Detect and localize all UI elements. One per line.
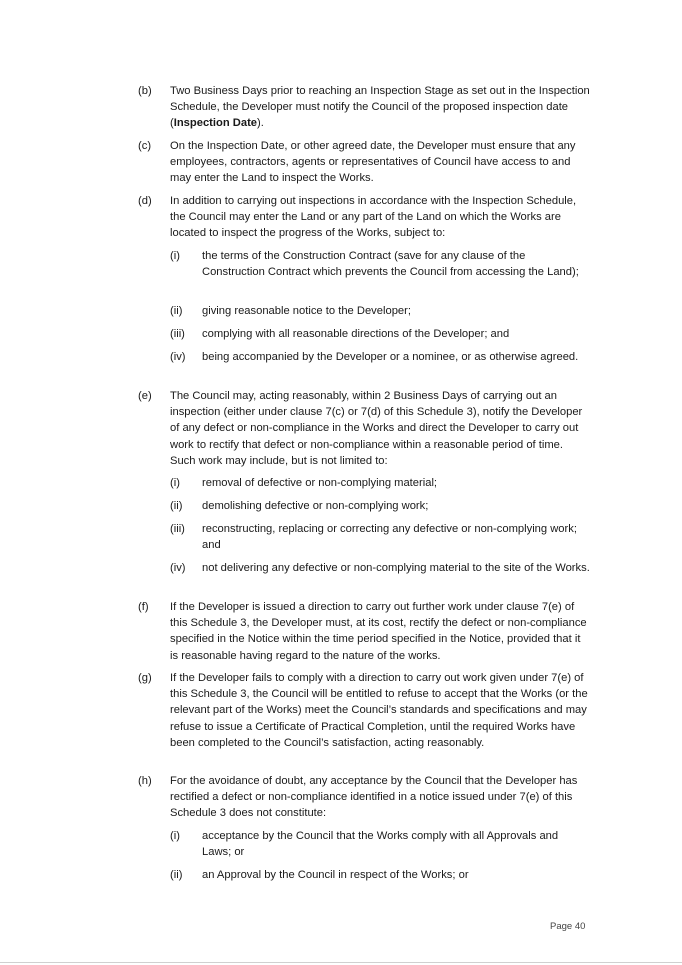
page-bottom-divider: [0, 962, 682, 963]
subclause-label: (i): [170, 250, 180, 262]
clause-g: [138, 670, 590, 751]
clause-f: [138, 599, 590, 664]
subclause-label: (iii): [170, 328, 185, 340]
subclause-label: (i): [170, 477, 180, 489]
clause-c: [138, 138, 590, 187]
clause-label: (h): [138, 775, 152, 787]
subclause-text: giving reasonable notice to the Developer;: [202, 305, 411, 317]
clause-label: (f): [138, 601, 149, 613]
subclause-label: (ii): [170, 305, 183, 317]
clause-label: (d): [138, 195, 152, 207]
subclause-label: (ii): [170, 869, 183, 881]
subclause-label: (ii): [170, 500, 183, 512]
subclause-text: complying with all reasonable directions of the Developer; and: [202, 328, 510, 340]
clause-text: In addition to carrying out inspections in accordance with the Inspection Schedule, the Council may enter the Land or any part of the Land on which the Works are located to inspect the progress of the Works, subject to:: [170, 195, 577, 240]
subclause-label: (iv): [170, 351, 186, 363]
subclause-d-ii: [170, 303, 590, 319]
clause-label: (e): [138, 390, 152, 402]
subclause-e-iii: [170, 521, 590, 553]
subclause-h-ii: [170, 867, 590, 883]
clause-text-part: Two Business Days prior to reaching an Inspection Stage as set out in the Inspection Schedule, the Developer must notify the Council of the proposed inspection date (: [170, 85, 590, 130]
clause-label: (c): [138, 140, 152, 152]
subclause-d-iii: [170, 326, 590, 342]
subclause-label: (iii): [170, 523, 185, 535]
subclause-text: demolishing defective or non-complying work;: [202, 500, 429, 512]
clause-d: [138, 193, 590, 242]
clause-e: [138, 388, 590, 469]
subclause-label: (i): [170, 830, 180, 842]
clause-text: For the avoidance of doubt, any acceptance by the Council that the Developer has rectified a defect or non-compliance identified in a notice issued under 7(e) of this Schedule 3 does not constitute:: [170, 775, 578, 820]
clause-text-part: ).: [257, 117, 264, 130]
defined-term: Inspection Date: [173, 117, 258, 130]
clause-label: (b): [138, 85, 152, 97]
subclause-text: an Approval by the Council in respect of the Works; or: [202, 869, 469, 881]
clause-label: (g): [138, 672, 152, 684]
subclause-e-iv: [170, 560, 590, 576]
clause-text: [170, 83, 590, 132]
clause-text: On the Inspection Date, or other agreed date, the Developer must ensure that any employees, contractors, agents or representatives of Council have access to and may enter the Land to inspect the Works.: [170, 140, 576, 185]
subclause-e-i: [170, 475, 590, 491]
subclause-label: (iv): [170, 562, 186, 574]
subclause-d-iv: [170, 349, 590, 365]
subclause-text: removal of defective or non-complying material;: [202, 477, 438, 489]
subclause-d-i: [170, 248, 590, 280]
subclause-text: the terms of the Construction Contract (save for any clause of the Construction Contract which prevents the Council from accessing the Land);: [202, 250, 579, 279]
clause-text: The Council may, acting reasonably, within 2 Business Days of carrying out an inspection (either under clause 7(c) or 7(d) of this Schedule 3), notify the Developer of any defect or non-compliance in the Works and direct the Developer to carry out work to rectify that defect or non-compliance within a reasonable period of time. Such work may include, but is not limited to:: [170, 390, 583, 467]
subclause-text: being accompanied by the Developer or a nominee, or as otherwise agreed.: [202, 351, 579, 363]
clause-h: [138, 773, 590, 822]
subclause-text: reconstructing, replacing or correcting any defective or non-complying work; and: [202, 523, 577, 552]
clause-b: [138, 83, 590, 132]
subclause-text: not delivering any defective or non-complying material to the site of the Works.: [202, 562, 590, 574]
subclause-e-ii: [170, 498, 590, 514]
clause-text: If the Developer is issued a direction to carry out further work under clause 7(e) of this Schedule 3, the Developer must, at its cost, rectify the defect or non-compliance specified in the Notice within the time period specified in the Notice, provided that it is reasonable having regard to the nature of the works.: [170, 601, 587, 662]
subclause-h-i: [170, 828, 590, 860]
subclause-text: acceptance by the Council that the Works comply with all Approvals and Laws; or: [202, 830, 559, 859]
clause-text: If the Developer fails to comply with a direction to carry out work given under 7(e) of this Schedule 3, the Council will be entitled to refuse to accept that the Works (or the relevant part of the Works) meet the Council’s standards and specifications and may refuse to issue a Certificate of Practical Completion, until the required Works have been completed to the Council’s satisfaction, acting reasonably.: [170, 672, 588, 749]
page-number: Page 40: [550, 921, 586, 932]
